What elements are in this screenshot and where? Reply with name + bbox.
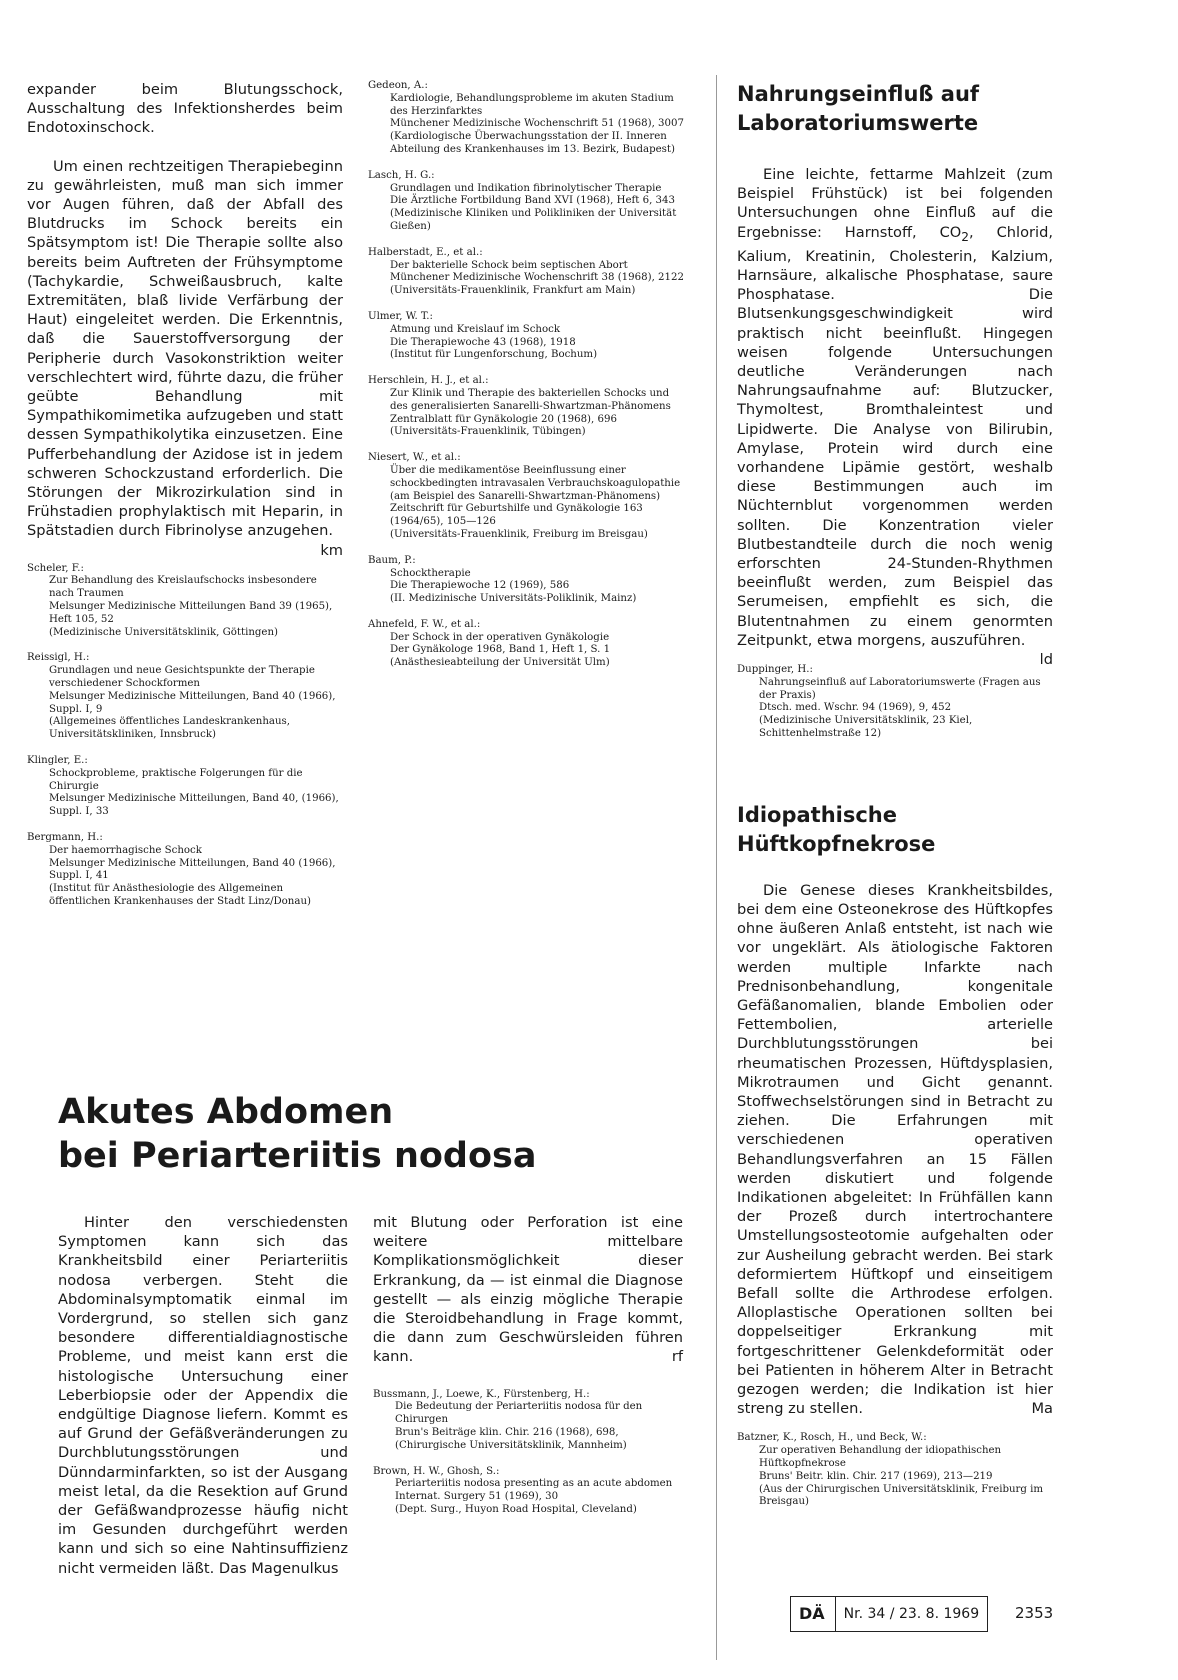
page-footer xyxy=(790,1596,1060,1636)
reference-line: Nahrungseinfluß auf Laboratoriumswerte (Fragen aus der Praxis) xyxy=(759,676,1041,701)
reference-line: Melsunger Medizinische Mitteilungen Band 39 (1965), Heft 105, 52 xyxy=(49,601,333,625)
subscript: 2 xyxy=(961,229,970,244)
reference-list xyxy=(737,664,1053,741)
reference-line: (Aus der Chirurgischen Universitätsklinik, Freiburg im Breisgau) xyxy=(759,1483,1044,1508)
reference-line: Grundlagen und neue Gesichtspunkte der Therapie verschiedener Schockformen xyxy=(49,665,315,690)
reference-line: Münchener Medizinische Wochenschrift 51 (1968), 3007 xyxy=(390,118,684,130)
reference-line: (Anästhesieabteilung der Universität Ulm) xyxy=(390,657,610,669)
reference-author: Duppinger, H.: xyxy=(737,663,813,675)
left-column xyxy=(27,80,343,922)
title-line: Nahrungseinfluß auf xyxy=(737,82,980,106)
reference-line: (Medizinische Universitätsklinik, Göttingen) xyxy=(49,626,278,638)
reference-entry xyxy=(27,832,343,909)
reference-line: Schocktherapie xyxy=(390,567,471,579)
reference-line: (Institut für Lungenforschung, Bochum) xyxy=(390,349,598,361)
reference-author: Batzner, K., Rosch, H., und Beck, W.: xyxy=(737,1432,927,1444)
article-column-left xyxy=(58,1213,348,1578)
reference-line: Die Ärztliche Fortbildung Band XVI (1968), Heft 6, 343 xyxy=(390,195,676,207)
reference-entry xyxy=(368,247,684,298)
reference-entry xyxy=(27,755,343,819)
title-line: Idiopathische xyxy=(737,802,898,827)
article-title xyxy=(737,801,1053,859)
reference-line: Die Therapiewoche 43 (1968), 1918 xyxy=(390,336,576,348)
reference-list xyxy=(27,563,343,909)
reference-list xyxy=(737,1432,1053,1509)
reference-entry xyxy=(737,1432,1053,1509)
reference-entry xyxy=(368,311,684,362)
body-paragraph xyxy=(27,157,343,559)
reference-line: (Allgemeines öffentliches Landeskrankenhaus, Universitätskliniken, Innsbruck) xyxy=(49,716,291,741)
reference-author: Niesert, W., et al.: xyxy=(368,452,461,464)
reference-line: (Universitäts-Frauenklinik, Freiburg im Breisgau) xyxy=(390,528,648,540)
reference-list xyxy=(368,80,684,670)
reference-line: Über die medikamentöse Beeinflussung einer schockbedingten intravasalen Verbrauchskoagulopathie (am Beispiel des Sanarelli-Shwartzman-Phänomens) xyxy=(390,464,681,502)
author-initials: km xyxy=(320,541,343,559)
journal-badge xyxy=(790,1596,988,1632)
reference-entry xyxy=(368,80,684,157)
reference-entry xyxy=(368,375,684,439)
page-number: 2353 xyxy=(1015,1604,1054,1622)
reference-line: Zur Klinik und Therapie des bakteriellen Schocks und des generalisierten Sanarelli-Shwartzman-Phänomens xyxy=(390,387,671,412)
reference-author: Lasch, H. G.: xyxy=(368,169,435,181)
reference-list xyxy=(373,1389,683,1517)
reference-entry xyxy=(368,170,684,234)
reference-line: Der haemorrhagische Schock xyxy=(49,844,202,856)
reference-line: Bruns' Beitr. klin. Chir. 217 (1969), 213—219 xyxy=(759,1470,993,1482)
reference-line: Melsunger Medizinische Mitteilungen, Band 40 (1966), Suppl. I, 41 xyxy=(49,857,336,882)
article-title xyxy=(737,80,1053,138)
issue-info: Nr. 34 / 23. 8. 1969 xyxy=(843,1606,980,1622)
body-paragraph xyxy=(737,881,1053,1419)
paragraph-text: Eine leichte, fettarme Mahlzeit (zum Beispiel Frühstück) ist bei folgenden Untersuchungen ohne Einfluß auf die Ergebnisse: Harnstoff, CO xyxy=(737,166,1053,241)
title-line: Akutes Abdomen xyxy=(58,1092,394,1132)
title-line: Hüftkopfnekrose xyxy=(737,831,936,856)
author-initials: Ma xyxy=(1031,1400,1053,1418)
reference-author: Herschlein, H. J., et al.: xyxy=(368,375,489,387)
body-paragraph: expander beim Blutungsschock, Ausschaltung des Infektionsherdes beim Endotoxinschock. xyxy=(27,81,343,137)
reference-author: Scheler, F.: xyxy=(27,562,84,574)
reference-author: Bussmann, J., Loewe, K., Fürstenberg, H.: xyxy=(373,1388,590,1400)
reference-line: Internat. Surgery 51 (1969), 30 xyxy=(395,1491,559,1503)
reference-line: Grundlagen und Indikation fibrinolytischer Therapie xyxy=(390,182,662,194)
reference-line: (Chirurgische Universitätsklinik, Mannheim) xyxy=(395,1439,627,1451)
reference-entry xyxy=(27,563,343,640)
journal-logo: DÄ xyxy=(791,1597,836,1631)
reference-entry xyxy=(737,664,1053,741)
body-paragraph xyxy=(373,1213,683,1367)
reference-author: Ulmer, W. T.: xyxy=(368,310,433,322)
reference-line: Melsunger Medizinische Mitteilungen, Band 40 (1966), Suppl. I, 9 xyxy=(49,690,336,715)
reference-entry xyxy=(373,1389,683,1453)
title-line: bei Periarteriitis nodosa xyxy=(58,1136,537,1176)
paragraph-text: mit Blutung oder Perforation ist eine weitere mittelbare Komplikationsmöglichkeit dieser Erkrankung, da — ist einmal die Diagnose gestellt — als einzig mögliche Therapie die Steroidbehandlung in Frage kommt, die dann zum Geschwürsleiden führen kann. xyxy=(373,1214,683,1366)
reference-author: Baum, P.: xyxy=(368,554,416,566)
reference-entry xyxy=(373,1466,683,1517)
reference-line: Brun's Beiträge klin. Chir. 216 (1968), 698, xyxy=(395,1427,619,1439)
reference-author: Halberstadt, E., et al.: xyxy=(368,246,483,258)
reference-line: Melsunger Medizinische Mitteilungen, Band 40, (1966), Suppl. I, 33 xyxy=(49,793,339,818)
reference-entry xyxy=(368,555,684,606)
article-column-right xyxy=(373,1213,683,1530)
reference-line: Zentralblatt für Gynäkologie 20 (1968), 696 xyxy=(390,413,617,425)
reference-line: Zeitschrift für Geburtshilfe und Gynäkologie 163 (1964/65), 105—126 xyxy=(390,503,643,528)
body-paragraph xyxy=(737,165,1053,668)
middle-column xyxy=(368,80,684,683)
reference-line: Atmung und Kreislauf im Schock xyxy=(390,323,561,335)
reference-author: Gedeon, A.: xyxy=(368,80,428,91)
reference-line: Dtsch. med. Wschr. 94 (1969), 9, 452 xyxy=(759,702,952,714)
reference-line: Der Schock in der operativen Gynäkologie xyxy=(390,631,610,643)
column-divider xyxy=(716,75,717,1660)
reference-line: (Medizinische Universitätsklinik, 23 Kiel, Schittenhelmstraße 12) xyxy=(759,715,973,739)
reference-entry xyxy=(27,652,343,742)
reference-author: Bergmann, H.: xyxy=(27,832,103,844)
reference-line: Die Therapiewoche 12 (1969), 586 xyxy=(390,580,570,592)
paragraph-text: , Chlorid, Kalium, Kreatinin, Cholesterin, Kalzium, Harnsäure, alkalische Phosphatase, saure Phosphatase. Die Blutsenkungsgeschwindigkeit wird praktisch nicht beeinflußt. Hingegen weisen folgende Untersuchungen deutliche Veränderungen nach Nahrungsaufnahme auf: Blutzucker, Thymoltest, Bromthaleintest und Lipidwerte. Die Analyse von Bilirubin, Amylase, Protein wird durch eine vorhandene Lipämie gestört, weshalb diese Bestimmungen auch im Nüchternblut vorgenommen werden sollten. Die Konzentration vieler Blutbestandteile durch die noch wenig erforschten 24-Stunden-Rhythmen beeinflußt werden, zum Beispiel das Serumeisen, empfiehlt es sich, die Blutentnahmen zu einem genormten Zeitpunkt, etwa morgens, auszuführen. xyxy=(737,223,1053,649)
reference-line: (Universitäts-Frauenklinik, Tübingen) xyxy=(390,426,586,438)
reference-line: (Universitäts-Frauenklinik, Frankfurt am Main) xyxy=(390,285,636,297)
reference-entry xyxy=(368,452,684,542)
reference-author: Klingler, E.: xyxy=(27,755,88,767)
reference-line: (Kardiologische Überwachungsstation der II. Inneren Abteilung des Krankenhauses im 13. Bezirk, Budapest) xyxy=(390,131,675,155)
author-initials: ld xyxy=(1039,650,1053,668)
reference-author: Ahnefeld, F. W., et al.: xyxy=(368,618,481,630)
reference-line: Die Bedeutung der Periarteriitis nodosa für den Chirurgen xyxy=(395,1401,643,1426)
reference-line: Zur operativen Behandlung der idiopathischen Hüftkopfnekrose xyxy=(759,1445,1002,1470)
right-column xyxy=(737,80,1053,1522)
reference-line: (Institut für Anästhesiologie des Allgemeinen öffentlichen Krankenhauses der Stadt Linz/Donau) xyxy=(49,883,311,907)
reference-line: Kardiologie, Behandlungsprobleme im akuten Stadium des Herzinfarktes xyxy=(390,92,674,117)
reference-entry xyxy=(368,619,684,670)
reference-line: (II. Medizinische Universitäts-Poliklinik, Mainz) xyxy=(390,593,637,605)
reference-line: Der Gynäkologe 1968, Band 1, Heft 1, S. 1 xyxy=(390,644,611,656)
article-title xyxy=(58,1090,678,1178)
reference-line: Schockprobleme, praktische Folgerungen für die Chirurgie xyxy=(49,767,303,792)
reference-line: Periarteriitis nodosa presenting as an acute abdomen xyxy=(395,1478,673,1490)
body-paragraph: Hinter den verschiedensten Symptomen kann sich das Krankheitsbild einer Periarteriitis nodosa verbergen. Steht die Abdominalsymptomatik einmal im Vordergrund, so stellen sich ganz besondere differentialdiagnostische Probleme, und meist kann erst die histologische Untersuchung einer Leberbiopsie oder der Appendix die endgültige Diagnose liefern. Kommt es auf Grund der Gefäßveränderungen zu Durchblutungsstörungen und Dünndarminfarkten, so ist der Ausgang meist letal, da die Resektion auf Grund der Gefäßwandprozesse häufig nicht im Gesunden durchgeführt werden kann und sich so eine Nahtinsuffizienz nicht vermeiden läßt. Das Magenulkus xyxy=(58,1214,348,1577)
author-initials: rf xyxy=(671,1348,683,1366)
reference-line: Münchener Medizinische Wochenschrift 38 (1968), 2122 xyxy=(390,272,684,284)
reference-line: (Dept. Surg., Huyon Road Hospital, Cleveland) xyxy=(395,1504,637,1515)
reference-author: Reissigl, H.: xyxy=(27,652,90,664)
reference-line: (Medizinische Kliniken und Polikliniken der Universität Gießen) xyxy=(390,208,677,232)
paragraph-text: Um einen rechtzeitigen Therapiebeginn zu gewährleisten, muß man sich immer vor Augen führen, daß der Abfall des Blutdrucks im Schock bereits ein Spätsymptom ist! Die Therapie sollte also bereits beim Auftreten der Frühsymptome (Tachykardie, Schweißausbruch, kalte Extremitäten, blaß livide Verfärbung der Haut) eingeleitet werden. Die Erkenntnis, daß die Sauerstoffversorgung der Peripherie durch Vasokonstriktion weiter verschlechtert wird, führte dazu, die früher geübte Behandlung mit Sympathikomimetika aufzugeben und statt dessen Sympathikolytika einzusetzen. Eine Pufferbehandlung der Azidose ist in jedem schweren Schockzustand erforderlich. Die Störungen der Mikrozirkulation sind in Frühstadien prophylaktisch mit Heparin, in Spätstadien durch Fibrinolyse anzugehen. xyxy=(27,157,343,540)
reference-line: Der bakterielle Schock beim septischen Abort xyxy=(390,259,628,271)
paragraph-text: Die Genese dieses Krankheitsbildes, bei dem eine Osteonekrose des Hüftkopfes ohne äußeren Anlaß entsteht, ist nach wie vor ungeklärt. Als ätiologische Faktoren werden multiple Infarkte nach Prednisonbehandlung, kongenitale Gefäßanomalien, blande Embolien oder Fettembolien, arterielle Durchblutungsstörungen bei rheumatischen Prozessen, Hüftdysplasien, Mikrotraumen und Gicht genannt. Stoffwechselstörungen sind in Betracht zu ziehen. Die Erfahrungen mit verschiedenen operativen Behandlungsverfahren an 15 Fällen werden diskutiert und folgende Indikationen abgeleitet: In Frühfällen kann der Prozeß durch intertrochantere Umstellungsosteotomie aufgehalten oder zur Ausheilung gebracht werden. Bei stark deformiertem Hüftkopf und einseitigem Befall sollte die Arthrodese erfolgen. Alloplastische Operationen sollten bei doppelseitiger Erkrankung mit fortgeschrittener Gelenkdeformität oder bei Patienten in höherem Alter in Betracht gezogen werden; die Indikation ist hier streng zu stellen. xyxy=(737,881,1053,1418)
reference-line: Zur Behandlung des Kreislaufschocks insbesondere nach Traumen xyxy=(49,575,317,600)
reference-author: Brown, H. W., Ghosh, S.: xyxy=(373,1465,500,1477)
title-line: Laboratoriumswerte xyxy=(737,111,979,135)
